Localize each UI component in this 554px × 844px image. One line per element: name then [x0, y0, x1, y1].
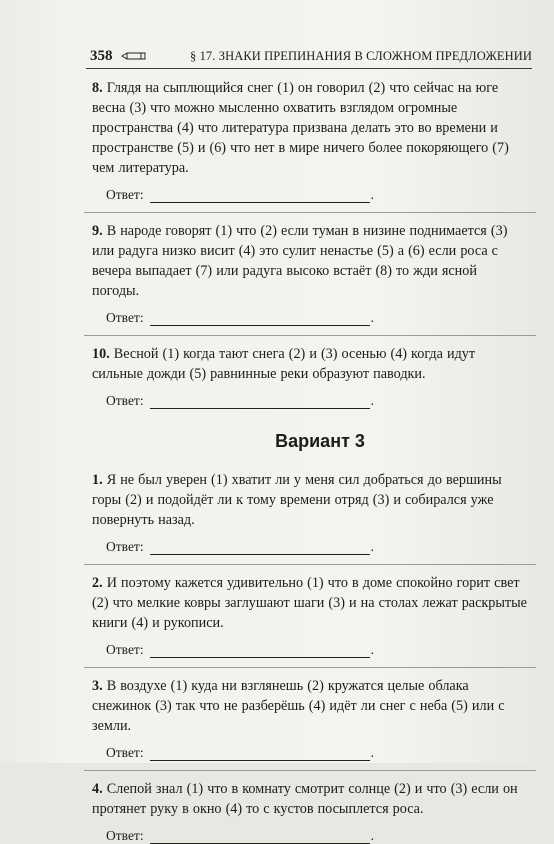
task-1 [92, 470, 528, 530]
answer-row: Ответ: . [106, 745, 374, 760]
task-text: И поэтому кажется удивительно (1) что в доме спокойно горит свет (2) что мелкие ковры заглушают шаги (3) и на столах лежат раскрытые книги (4) и рукописи. [92, 575, 527, 631]
answer-row: Ответ: . [106, 310, 374, 325]
answer-row: Ответ: . [106, 828, 374, 843]
divider [84, 212, 536, 213]
task-8 [92, 78, 528, 178]
task-10 [92, 344, 528, 384]
answer-field[interactable] [150, 190, 370, 203]
answer-field[interactable] [150, 313, 370, 326]
answer-field[interactable] [150, 645, 370, 658]
divider [84, 335, 536, 336]
running-title: § 17. ЗНАКИ ПРЕПИНАНИЯ В СЛОЖНОМ ПРЕДЛОЖЕНИИ [190, 49, 532, 63]
answer-field[interactable] [150, 396, 370, 409]
page-header [86, 46, 532, 69]
task-4 [92, 779, 528, 819]
answer-field[interactable] [150, 831, 370, 844]
task-text: Слепой знал (1) что в комнату смотрит солнце (2) и что (3) если он протянет руку в окно (4) то с кустов посыплется роса. [92, 781, 518, 817]
answer-row: Ответ: . [106, 393, 374, 408]
divider [84, 770, 536, 771]
answer-label: Ответ: [106, 828, 144, 843]
task-3 [92, 676, 528, 736]
task-text: В воздухе (1) куда ни взглянешь (2) кружатся целые облака снежинок (3) так что не разберёшь (4) идёт ли снег с неба (5) или с земли. [92, 678, 505, 734]
task-number: 8. [92, 80, 103, 96]
answer-field[interactable] [150, 748, 370, 761]
task-text: Я не был уверен (1) хватит ли у меня сил добраться до вершины горы (2) и подойдёт ли к тому времени отряд (3) и собирался уже повернуть назад. [92, 472, 502, 528]
task-number: 1. [92, 472, 103, 488]
task-number: 4. [92, 781, 103, 797]
answer-label: Ответ: [106, 745, 144, 760]
task-text: Весной (1) когда тают снега (2) и (3) осенью (4) когда идут сильные дожди (5) равнинные реки образуют паводки. [92, 346, 476, 382]
divider [84, 667, 536, 668]
pencil-icon [121, 52, 147, 60]
answer-label: Ответ: [106, 539, 144, 554]
task-text: Глядя на сыплющийся снег (1) он говорил (2) что сейчас на юге весна (3) что можно мысленно охватить взглядом огромные пространства (4) что литература призвана делать это во времени и пространстве (5) и (6) что нет в мире ничего более покоряющего (7) чем литература. [92, 80, 509, 176]
answer-label: Ответ: [106, 187, 144, 202]
page-number: 358 [90, 48, 113, 64]
task-9 [92, 221, 528, 301]
task-number: 3. [92, 678, 103, 694]
task-2 [92, 573, 528, 633]
answer-label: Ответ: [106, 310, 144, 325]
content [92, 78, 528, 844]
answer-row: Ответ: . [106, 539, 374, 554]
task-text: В народе говорят (1) что (2) если туман в низине поднимается (3) или радуга низко висит (4) это сулит ненастье (5) а (6) если роса с вечера выпадает (7) или радуга высоко встаёт (8) то жди ясной погоды. [92, 223, 508, 299]
answer-label: Ответ: [106, 642, 144, 657]
task-number: 10. [92, 346, 110, 362]
answer-label: Ответ: [106, 393, 144, 408]
task-number: 9. [92, 223, 103, 239]
answer-row: Ответ: . [106, 642, 374, 657]
answer-row: Ответ: . [106, 187, 374, 202]
answer-field[interactable] [150, 542, 370, 555]
variant-title: Вариант 3 [275, 431, 365, 451]
task-number: 2. [92, 575, 103, 591]
divider [84, 564, 536, 565]
